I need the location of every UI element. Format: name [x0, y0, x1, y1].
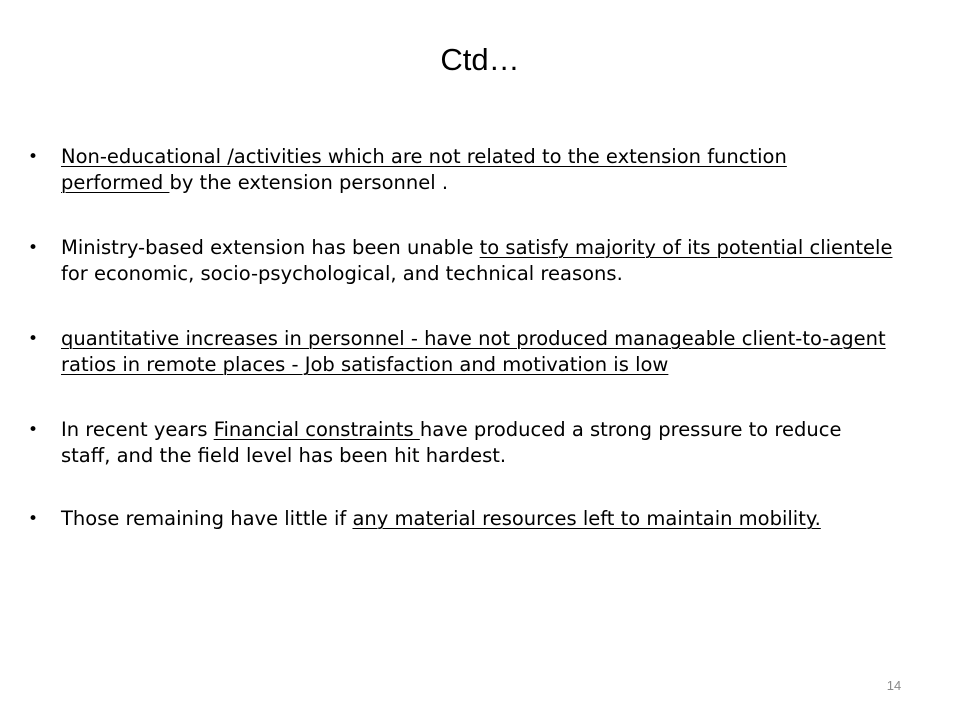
bullet-item-3: [25, 326, 895, 378]
bullet-3-text-underlined: quantitative increases in personnel - have not produced manageable client-to-agent ratios in remote places - Job satisfaction and motivation is low: [61, 327, 886, 376]
bullet-2-text-underlined: to satisfy majority of its potential clientele: [479, 236, 893, 259]
bullet-1-text: by the extension personnel .: [169, 171, 449, 194]
bullet-item-2: [25, 235, 895, 287]
bullet-2-text-tail: for economic, socio-psychological, and technical reasons.: [61, 262, 623, 285]
bullet-item-4: [25, 417, 895, 469]
slide-title: Ctd…: [440, 42, 520, 77]
bullet-list: [25, 144, 895, 571]
bullet-1-text-underlined: Non-educational /activities which are not related to the extension function performed: [61, 145, 787, 194]
bullet-marker: •: [27, 509, 39, 529]
bullet-item-5: [25, 506, 895, 532]
bullet-4-text-tail: have produced a strong pressure to reduce staff, and the field level has been hit hardest.: [61, 418, 842, 467]
bullet-marker: •: [27, 147, 39, 167]
bullet-marker: •: [27, 329, 39, 349]
bullet-2-text-lead: Ministry-based extension has been unable: [61, 236, 480, 259]
bullet-5-text-underlined: any material resources left to maintain mobility.: [352, 507, 821, 530]
bullet-4-text-lead: In recent years: [61, 418, 214, 441]
bullet-marker: •: [27, 238, 39, 258]
bullet-item-1: [25, 144, 895, 196]
page-number: 14: [886, 678, 902, 693]
bullet-4-text-underlined: Financial constraints: [213, 418, 420, 441]
bullet-marker: •: [27, 420, 39, 440]
bullet-5-text-lead: Those remaining have little if: [61, 507, 353, 530]
